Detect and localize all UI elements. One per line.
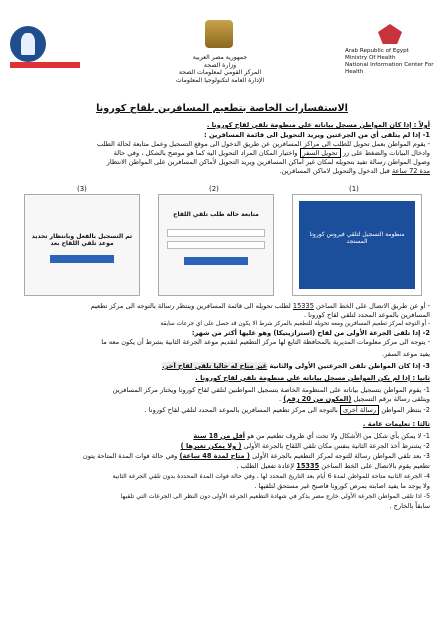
s3-p3-b: وفي حالة فوات المدة المتاحة يتون <box>82 452 178 460</box>
s3-p4-a: تطعيم يقوم بالاتصال على الخط الساخن <box>321 462 430 470</box>
q3 <box>14 362 430 371</box>
s1-p3: وصول المواطن رسالة تفيد بتحويله لمكان غير أماكن المسافرين ويريد التحويل لأماكن المسافرين على المواطن الانتظار <box>106 158 430 166</box>
q3-a: 3- إذا كان المواطن تلقى الجرعتين الأولى والثانية <box>269 362 430 370</box>
s1-p1: - يقوم المواطن بعمل تحويل للطلب الى مراكز المسافرين عن طريق الدخول الى موقع التسجيل وعمل متابعة لحالة الطلب <box>96 140 430 148</box>
screenshot-2-label: (2) <box>209 185 219 193</box>
s3-p4-b: لإعادة تفعيل الطلب . <box>236 462 295 470</box>
screenshot-2-field-2 <box>167 241 265 249</box>
eagle-logo <box>205 20 233 48</box>
s2-p2 <box>14 395 430 404</box>
cannot-change: ( ولا يمكن تغيرها ) <box>180 442 242 450</box>
s3-p8: سابقاً بالخارج . <box>389 502 430 510</box>
title-text: الاستفسارات الخاصة بتطعيم المسافرين بلقاح كورونا <box>96 103 348 114</box>
s3-p2-a: 2- يشترط أخذ الجرعة الثانية بنفس مكان تلقي اللقاح بالجرعة الأولى <box>243 442 430 450</box>
s3-p3-a: 3- بعد تلقي المواطن رسالة للتوجه لمركز التطعيم بالجرعة الأولى <box>252 452 430 460</box>
q2: 2- إذا تلقى الجرعة الأولى من لقاح (استرازينيكا) وهو عليها أكثر من شهر: <box>191 329 430 337</box>
ministry-en-text <box>345 48 437 76</box>
s1b-p5 <box>14 302 430 311</box>
registration-number-length: (المكون من 20 رقم) <box>283 395 352 403</box>
ar-line-3: المركز القومي لمعلومات الصحة <box>178 69 262 77</box>
s1b-p9: يفيد موعد السفر. <box>382 350 430 358</box>
screenshot-3-button <box>50 255 114 263</box>
s2-p2-a: ويتلقى رسالة برقم التسجيل <box>353 395 430 403</box>
ar-line-4: الإدارة العامة لتكنولوجيا المعلومات <box>175 76 265 84</box>
s1-p2-b: واختيار المكان المراد التحويل اليه كما هو موضح بالشكل ، وفي حالة <box>113 149 298 157</box>
screenshot-3-title: تم التسجيل بالفعل وبانتظار تحديد موعد تلقي اللقاح بعد <box>31 233 133 247</box>
s1-p2 <box>14 149 430 158</box>
screenshot-1-label: (1) <box>349 185 359 193</box>
eagle-icon <box>205 20 233 48</box>
screenshot-2 <box>158 185 274 296</box>
s1b-p7: - أو التوجه لمركز تطعيم المسافرين ومعه تحويله للتطعيم بالمركز شرط الا يكون قد حصل على اي جرعات سابقة <box>160 321 430 327</box>
section1-heading: أولاً : إذا كان المواطن مسجل بياناته على منظومة تلقي لقاح كورونا . <box>206 121 430 129</box>
q1: 1- إذا لم يتلقى أي من الجرعتين ويريد التحويل الى قائمة المسافرين : <box>204 131 430 139</box>
s3-p7: 5- اذا تلقى المواطن الجرعة الأولى خارج مصر يذكر في شهادة التطعيم الجرعة الأولى دون النظر الى الجرعات التي تلقيها <box>120 493 430 500</box>
s2-p2-b: . <box>278 395 282 403</box>
wait-72h: مدة 72 ساعة <box>391 167 430 175</box>
section2-heading: ثانيا : إذا لم يكن المواطن مسجل بياناته على منظومة تلقي لقاح كورونا . <box>195 374 430 382</box>
screenshot-2-title: متابعة حالة طلب تلقي اللقاح <box>173 211 259 218</box>
s3-p1-a: 1- لا يمكن بأي شكل من الأشكال ولا تحت أي ظروف تطعيم من هو <box>247 432 430 440</box>
s3-p6: ولا يوجد ما يفيد اصابته بمرض كورونا فاصبح غير مستحق لتلقيها . <box>254 482 430 490</box>
another-message: رسالة أخرى <box>340 405 379 415</box>
header <box>0 18 444 84</box>
ministry-ar-text <box>150 54 290 84</box>
screenshot-3 <box>24 185 140 296</box>
q3-b: غير متاح له حاليا تلقي لقاح آخر. <box>162 362 268 370</box>
screenshot-1 <box>292 185 422 296</box>
hotline-number-2: 15335 <box>296 462 320 470</box>
s1b-p5-b: لطلب تحويله الى قائمة المسافرين وينتظر رسالة بالتوجه الى مركز تطعيم <box>90 302 291 310</box>
s1-p2-a: وادخال البيانات والضغط على زر <box>342 149 430 157</box>
s2-p3-a: 2- ينتظر المواطن <box>381 406 430 414</box>
s3-p3 <box>14 452 430 461</box>
s3-p4 <box>14 462 430 471</box>
section3-heading: ثالثا : تعليمات عامة . <box>362 420 430 428</box>
en-line-2: Ministry Of Health <box>345 55 396 61</box>
travel-transfer-button-label: تحويل السفر <box>300 148 341 158</box>
en-line-3: National Information Center For Health <box>345 62 434 75</box>
page-title <box>20 103 424 114</box>
ministry-emblem-icon <box>10 26 46 62</box>
s1b-p6: المسافرين بالموعد المحدد لتلقي لقاح كورونا . <box>303 311 430 319</box>
hotline-number: 15335 <box>292 302 314 310</box>
ministry-logo-left <box>10 26 80 62</box>
ar-line-2: وزارة الصحة <box>203 61 237 69</box>
min-age: أقل من 18 سنة <box>193 432 246 440</box>
s1-p4 <box>14 167 430 176</box>
screenshots-row <box>24 185 420 294</box>
en-line-1: Arab Republic of Egypt <box>345 48 409 54</box>
s3-p1 <box>14 432 430 441</box>
ar-line-1: جمهورية مصر العربية <box>192 54 248 61</box>
screenshot-3-label: (3) <box>77 185 87 193</box>
screenshot-2-button <box>184 257 248 265</box>
s2-p3-b: بالتوجه الى مركز تطعيم المسافرين بالموعد المحدد لتلقي لقاح كورونا . <box>144 406 338 414</box>
screenshot-1-title: منظومة التسجيل لتلقي فيروس كورونا المستجد <box>309 231 405 245</box>
s1-p4-b: قبل الدخول والتحويل لاماكن المسافرين. <box>279 167 390 175</box>
screenshot-1-banner <box>299 201 415 289</box>
s3-p2 <box>14 442 430 451</box>
s1b-p5-a: - أو عن طريق الاتصال على الخط الساخن <box>316 302 430 310</box>
s2-p1: 1- يقوم المواطن بتسجيل بياناته على المنظومة الخاصة بتسجيل المواطنين لتلقي لقاح كورونا ويختار مركز المسافرين <box>112 386 430 394</box>
red-emblem-icon <box>378 24 402 44</box>
s1b-p8: - يتوجه الى مركز معلومات المديرية بالمحافظة التابع لها مركز التطعيم لتقديم موعد الجرعة الثانية بشرط أن يكون معه ما <box>101 338 430 346</box>
ministry-logo-banner <box>10 62 80 68</box>
s3-p5: 4- الجرعة الثانية متاحة للمواطن لمدة 6 أيام بعد التاريخ المحدد لها ، وفي حالة فوات المدة المحددة بدون تلقي الجرعة الثانية <box>112 473 430 480</box>
screenshot-2-field-1 <box>167 229 265 237</box>
s2-p3 <box>14 406 430 415</box>
available-48h: ( متاح لمدة 48 ساعة) <box>179 452 250 460</box>
